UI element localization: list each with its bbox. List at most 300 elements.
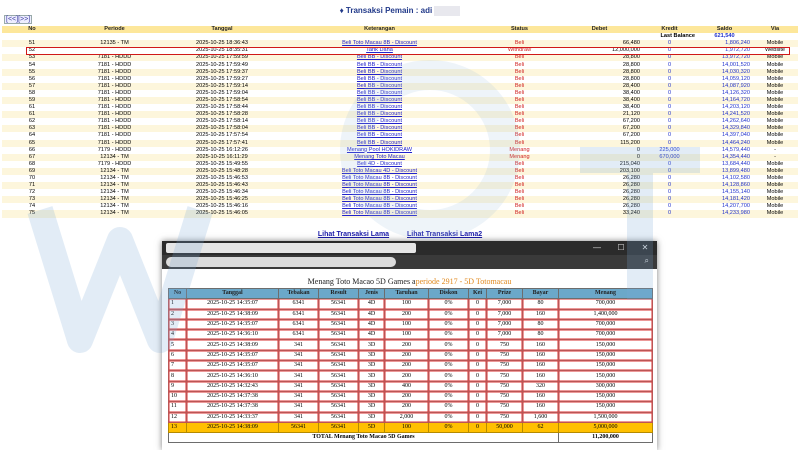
winnings-cell: 1,500,000 xyxy=(559,412,653,422)
winnings-cell: 56341 xyxy=(319,309,359,319)
tx-cell: Mobile xyxy=(752,125,798,132)
tx-cell: 0 xyxy=(642,118,697,125)
tx-header-cell: Kredit xyxy=(642,26,697,33)
tx-cell: 64 xyxy=(2,132,62,139)
winnings-cell: 0% xyxy=(429,340,469,350)
tx-cell: 0 xyxy=(642,168,697,175)
winnings-cell: 0 xyxy=(469,361,487,371)
winnings-cell: 0% xyxy=(429,299,469,309)
tx-cell: 0 xyxy=(642,182,697,189)
tx-cell: Beli xyxy=(482,69,557,76)
winnings-cell: 56341 xyxy=(319,361,359,371)
tx-cell: 7181 - HDDD xyxy=(62,125,167,132)
tx-cell: 66 xyxy=(2,147,62,154)
winnings-cell: 150,000 xyxy=(559,361,653,371)
tx-cell: Beli xyxy=(482,61,557,68)
tx-cell: 38,400 xyxy=(557,90,642,97)
old-transactions-link[interactable]: Lihat Transaksi Lama xyxy=(317,231,390,238)
tx-row xyxy=(2,97,798,104)
tx-cell: Mobile xyxy=(752,54,798,61)
tx-cell: Mobile xyxy=(752,189,798,196)
winnings-cell: 750 xyxy=(487,402,523,412)
tx-description-link[interactable]: Menang Toto Macau xyxy=(277,154,482,161)
tx-description-link[interactable]: Beli Toto Macau 8B - Discount xyxy=(277,175,482,182)
tx-cell: Mobile xyxy=(752,40,798,47)
tx-cell: 0 xyxy=(642,54,697,61)
winnings-header-cell: Result xyxy=(319,289,359,299)
winnings-cell: 150,000 xyxy=(559,350,653,360)
tx-cell: 71 xyxy=(2,182,62,189)
tx-cell: 2025-10-25 17:58:28 xyxy=(167,111,277,118)
winnings-row xyxy=(169,350,653,360)
tx-cell: 7181 - HDDD xyxy=(62,90,167,97)
tx-cell: 0 xyxy=(642,210,697,217)
tx-cell: 12134 - TM xyxy=(62,182,167,189)
tx-cell: Mobile xyxy=(752,140,798,147)
tx-header-cell: Status xyxy=(482,26,557,33)
tx-cell: 28,800 xyxy=(557,69,642,76)
tx-cell: 26,280 xyxy=(557,196,642,203)
tx-cell: 12134 - TM xyxy=(62,175,167,182)
tx-cell: 52 xyxy=(2,47,62,54)
winnings-cell: 400 xyxy=(385,381,429,391)
winnings-cell: 0% xyxy=(429,361,469,371)
tx-row xyxy=(2,210,798,217)
winnings-cell: 341 xyxy=(279,350,319,360)
transaction-table xyxy=(2,26,798,218)
old-transactions-2-link[interactable]: Lihat Transaksi Lama2 xyxy=(407,231,483,238)
tx-description-link[interactable]: Beli BB - Discount xyxy=(277,125,482,132)
tx-cell: Beli xyxy=(482,104,557,111)
tx-cell: 7181 - HDDD xyxy=(62,104,167,111)
winnings-cell: 56341 xyxy=(319,391,359,401)
tx-row xyxy=(2,140,798,147)
tx-cell: Mobile xyxy=(752,161,798,168)
tx-cell: 1,972,720 xyxy=(697,47,752,54)
winnings-cell: 300,000 xyxy=(559,381,653,391)
winnings-cell: 0% xyxy=(429,422,469,432)
winnings-cell: 160 xyxy=(523,402,559,412)
winnings-cell: 100 xyxy=(385,319,429,329)
tx-description-link[interactable]: Beli BB - Discount xyxy=(277,69,482,76)
tx-cell: Mobile xyxy=(752,210,798,217)
tx-row xyxy=(2,154,798,161)
tx-cell: 0 xyxy=(557,154,642,161)
tx-description-link[interactable]: Beli BB - Discount xyxy=(277,83,482,90)
tx-cell: 2025-10-25 16:12:26 xyxy=(167,147,277,154)
winnings-cell: 62 xyxy=(523,422,559,432)
tx-description-link[interactable]: Menang Pool HOKIDRAW xyxy=(277,147,482,154)
tx-cell: 14,579,440 xyxy=(697,147,752,154)
tx-description-link[interactable]: Beli BB - Discount xyxy=(277,132,482,139)
tx-cell: 14,102,580 xyxy=(697,175,752,182)
winnings-cell: 8 xyxy=(169,371,187,381)
tx-cell: 2025-10-25 17:57:41 xyxy=(167,140,277,147)
tx-cell: 38,400 xyxy=(557,97,642,104)
winnings-cell: 700,000 xyxy=(559,330,653,340)
pager-links[interactable]: [<<][>>] xyxy=(6,16,31,23)
winnings-cell: 0 xyxy=(469,309,487,319)
tx-cell: 2025-10-25 17:58:04 xyxy=(167,125,277,132)
tx-cell: 14,329,840 xyxy=(697,125,752,132)
winnings-cell: 56341 xyxy=(319,330,359,340)
tx-row xyxy=(2,61,798,68)
winnings-cell: 3D xyxy=(359,350,385,360)
tx-row xyxy=(2,175,798,182)
tx-cell: Mobile xyxy=(752,196,798,203)
tx-cell: 14,181,420 xyxy=(697,196,752,203)
tx-cell: Mobile xyxy=(752,203,798,210)
winnings-cell: 160 xyxy=(523,361,559,371)
tx-header-cell: Via xyxy=(752,26,798,33)
tx-cell: 14,126,320 xyxy=(697,90,752,97)
tx-cell: 12134 - TM xyxy=(62,189,167,196)
tx-row xyxy=(2,203,798,210)
tx-cell: Withdraw xyxy=(482,47,557,54)
winnings-cell: 56341 xyxy=(319,381,359,391)
winnings-cell: 50,000 xyxy=(487,422,523,432)
tx-header-cell: Saldo xyxy=(697,26,752,33)
winnings-cell: 0 xyxy=(469,402,487,412)
winnings-cell: 56341 xyxy=(319,350,359,360)
tx-cell: Beli xyxy=(482,111,557,118)
tx-row xyxy=(2,83,798,90)
tx-cell: 14,464,240 xyxy=(697,140,752,147)
tx-header-cell: No xyxy=(2,26,62,33)
winnings-header-cell: Diskon xyxy=(429,289,469,299)
winnings-cell: 2,000 xyxy=(385,412,429,422)
tx-cell: 2025-10-25 17:58:44 xyxy=(167,104,277,111)
tx-cell: 0 xyxy=(642,140,697,147)
winnings-cell: 80 xyxy=(523,299,559,309)
tx-description-link[interactable]: Beli BB - Discount xyxy=(277,76,482,83)
winnings-cell: 3D xyxy=(359,361,385,371)
winnings-cell: 5D xyxy=(359,422,385,432)
tx-description-link[interactable]: Beli Toto Macau 4D - Discount xyxy=(277,168,482,175)
winnings-cell: 2025-10-25 14:35:07 xyxy=(187,361,279,371)
total-label: TOTAL Menang Toto Macao 5D Games xyxy=(169,433,559,443)
tx-row xyxy=(2,161,798,168)
winnings-cell: 0% xyxy=(429,381,469,391)
game-period-text: periode 2917 - 5D Totomacau xyxy=(415,277,512,286)
winnings-cell: 200 xyxy=(385,371,429,381)
tx-cell: 12134 - TM xyxy=(62,196,167,203)
tx-cell: 53 xyxy=(2,54,62,61)
last-balance-label: Last Balance xyxy=(642,33,697,40)
winnings-cell: 700,000 xyxy=(559,319,653,329)
window-tab[interactable] xyxy=(166,243,416,253)
winnings-cell: 11 xyxy=(169,402,187,412)
history-links xyxy=(0,231,800,238)
tx-cell: Beli xyxy=(482,54,557,61)
winnings-header-cell: Tanggal xyxy=(187,289,279,299)
tx-cell: Menang xyxy=(482,154,557,161)
tx-cell: 12,000,000 xyxy=(557,47,642,54)
tx-row xyxy=(2,40,798,47)
tx-cell: 0 xyxy=(642,125,697,132)
tx-cell: 28,800 xyxy=(557,76,642,83)
winnings-header-cell: Prize xyxy=(487,289,523,299)
tx-cell: 56 xyxy=(2,76,62,83)
winnings-total-row xyxy=(169,433,653,443)
winnings-cell: 750 xyxy=(487,412,523,422)
tx-cell: 69 xyxy=(2,168,62,175)
winnings-cell: 56341 xyxy=(319,422,359,432)
tx-cell: Beli xyxy=(482,175,557,182)
winnings-cell: 1 xyxy=(169,299,187,309)
winnings-cell: 3D xyxy=(359,391,385,401)
tx-cell: Mobile xyxy=(752,61,798,68)
winnings-cell: 6341 xyxy=(279,319,319,329)
tx-cell: 75 xyxy=(2,210,62,217)
winnings-cell: 150,000 xyxy=(559,391,653,401)
winnings-cell: 341 xyxy=(279,340,319,350)
tx-cell: 28,400 xyxy=(557,83,642,90)
tx-cell: 14,262,640 xyxy=(697,118,752,125)
tx-cell: 2025-10-25 15:49:55 xyxy=(167,161,277,168)
close-icon[interactable]: ✕ xyxy=(641,243,649,252)
title-prefix: Transaksi xyxy=(345,6,383,16)
tx-cell: 12134 - TM xyxy=(62,154,167,161)
tx-cell: 7181 - HDDD xyxy=(62,132,167,139)
tx-cell: 72 xyxy=(2,189,62,196)
tx-description-link[interactable]: Beli BB - Discount xyxy=(277,111,482,118)
tx-row xyxy=(2,125,798,132)
tx-cell: 2025-10-25 18:35:31 xyxy=(167,47,277,54)
winnings-row xyxy=(169,361,653,371)
tx-cell: 7181 - HDDD xyxy=(62,140,167,147)
tx-cell: 58 xyxy=(2,90,62,97)
tx-cell: 225,000 xyxy=(642,147,697,154)
winnings-header-row xyxy=(169,289,653,299)
winnings-cell: 56341 xyxy=(319,412,359,422)
winnings-cell: 56341 xyxy=(319,402,359,412)
tx-description-link[interactable]: Beli Toto Macau 8B - Discount xyxy=(277,40,482,47)
winnings-cell: 341 xyxy=(279,381,319,391)
tx-description-link[interactable]: Beli Toto Macau 8B - Discount xyxy=(277,182,482,189)
winnings-cell: 6 xyxy=(169,350,187,360)
tx-cell: 7181 - HDDD xyxy=(62,83,167,90)
tx-row xyxy=(2,132,798,139)
winnings-cell: 2 xyxy=(169,309,187,319)
winnings-cell: 0% xyxy=(429,412,469,422)
winnings-cell: 0% xyxy=(429,330,469,340)
tx-cell: 7181 - HDDD xyxy=(62,111,167,118)
tx-cell: 7181 - HDDD xyxy=(62,118,167,125)
winnings-cell: 2025-10-25 14:33:37 xyxy=(187,412,279,422)
tx-cell: 2025-10-25 15:48:28 xyxy=(167,168,277,175)
winnings-row xyxy=(169,340,653,350)
tx-cell: 67,200 xyxy=(557,125,642,132)
tx-cell: - xyxy=(752,147,798,154)
winnings-cell: 2025-10-25 14:35:07 xyxy=(187,299,279,309)
tx-row xyxy=(2,69,798,76)
tx-cell: 21,120 xyxy=(557,111,642,118)
winnings-header-cell: No xyxy=(169,289,187,299)
tx-cell: Beli xyxy=(482,40,557,47)
tx-cell: 12134 - TM xyxy=(62,203,167,210)
tx-cell: 2025-10-25 15:46:05 xyxy=(167,210,277,217)
tx-cell: 33,240 xyxy=(557,210,642,217)
winnings-cell: 0 xyxy=(469,299,487,309)
tx-cell: 73 xyxy=(2,196,62,203)
maximize-icon[interactable]: ☐ xyxy=(617,243,625,252)
tx-row xyxy=(2,182,798,189)
tx-cell: 0 xyxy=(642,161,697,168)
tx-description-link[interactable]: Beli BB - Discount xyxy=(277,97,482,104)
winnings-cell: 2025-10-25 14:38:09 xyxy=(187,340,279,350)
winnings-cell: 6341 xyxy=(279,309,319,319)
winnings-cell: 80 xyxy=(523,319,559,329)
tx-header-cell: Debet xyxy=(557,26,642,33)
tx-cell xyxy=(62,47,167,54)
tx-description-link[interactable]: Beli BB - Discount xyxy=(277,140,482,147)
tx-description-link[interactable]: Beli Toto Macau 8B - Discount xyxy=(277,203,482,210)
tx-cell: 63 xyxy=(2,125,62,132)
tx-cell: 68 xyxy=(2,161,62,168)
winnings-cell: 2025-10-25 14:37:38 xyxy=(187,402,279,412)
tx-cell: 66,480 xyxy=(557,40,642,47)
tx-cell: 7179 - HDDD xyxy=(62,161,167,168)
winnings-cell: 750 xyxy=(487,371,523,381)
tx-description-link[interactable]: Beli Toto Macau 8B - Discount xyxy=(277,210,482,217)
tx-cell: Beli xyxy=(482,168,557,175)
winnings-cell: 12 xyxy=(169,412,187,422)
tx-cell: 74 xyxy=(2,203,62,210)
player-label: Pemain : adi xyxy=(385,6,433,16)
winnings-cell: 160 xyxy=(523,340,559,350)
winnings-cell: 10 xyxy=(169,391,187,401)
tx-cell: 2025-10-25 15:46:16 xyxy=(167,203,277,210)
tx-cell: 14,397,040 xyxy=(697,132,752,139)
tx-description-link[interactable]: Beli BB - Discount xyxy=(277,90,482,97)
last-balance-row xyxy=(2,33,798,40)
winnings-cell: 5,000,000 xyxy=(559,422,653,432)
tx-cell: 2025-10-25 17:58:14 xyxy=(167,118,277,125)
tx-cell: 0 xyxy=(642,76,697,83)
winnings-header-cell: Bayar xyxy=(523,289,559,299)
tx-cell: 2025-10-25 17:59:27 xyxy=(167,76,277,83)
winnings-cell: 341 xyxy=(279,412,319,422)
tx-description-link[interactable]: Beli BB - Discount xyxy=(277,118,482,125)
tx-cell: 12134 - TM xyxy=(62,210,167,217)
winnings-cell: 0 xyxy=(469,340,487,350)
winnings-cell: 0 xyxy=(469,391,487,401)
winnings-header-cell: Kei xyxy=(469,289,487,299)
tx-cell: 55 xyxy=(2,69,62,76)
tx-row xyxy=(2,47,798,54)
winnings-cell: 7,000 xyxy=(487,319,523,329)
tx-cell: 14,155,140 xyxy=(697,189,752,196)
tx-cell: 26,280 xyxy=(557,182,642,189)
tx-cell: Beli xyxy=(482,76,557,83)
winnings-row xyxy=(169,402,653,412)
winnings-cell: 200 xyxy=(385,402,429,412)
winnings-row xyxy=(169,371,653,381)
winnings-cell: 3D xyxy=(359,381,385,391)
winnings-cell: 150,000 xyxy=(559,371,653,381)
window-content xyxy=(162,269,657,450)
popup-window xyxy=(162,241,657,450)
winnings-cell: 4D xyxy=(359,299,385,309)
tx-cell: 0 xyxy=(642,47,697,54)
tx-cell: 14,030,320 xyxy=(697,69,752,76)
winnings-row xyxy=(169,309,653,319)
winnings-cell: 1,400,000 xyxy=(559,309,653,319)
address-bar[interactable] xyxy=(166,257,396,267)
tx-cell: 38,400 xyxy=(557,104,642,111)
tx-cell: 0 xyxy=(642,111,697,118)
tx-description-link[interactable]: Beli 4D - Discount xyxy=(277,161,482,168)
winnings-cell: 2025-10-25 14:36:10 xyxy=(187,330,279,340)
tx-cell: Mobile xyxy=(752,182,798,189)
tx-description-link[interactable]: Beli BB - Discount xyxy=(277,54,482,61)
tx-cell: 0 xyxy=(642,189,697,196)
winnings-header-cell: Taruhan xyxy=(385,289,429,299)
tx-cell: 14,203,120 xyxy=(697,104,752,111)
tx-cell: 12134 - TM xyxy=(62,168,167,175)
tx-cell: 51 xyxy=(2,40,62,47)
winnings-cell: 160 xyxy=(523,309,559,319)
winnings-cell: 0% xyxy=(429,391,469,401)
search-icon[interactable]: ⌕ xyxy=(644,256,649,265)
tx-cell: 14,059,120 xyxy=(697,76,752,83)
tx-cell: 26,280 xyxy=(557,203,642,210)
winnings-header-cell: Menang xyxy=(559,289,653,299)
minimize-icon[interactable]: — xyxy=(593,243,601,252)
winnings-cell: 100 xyxy=(385,330,429,340)
tx-description-link[interactable]: Beli Toto Macau 8B - Discount xyxy=(277,189,482,196)
winnings-cell: 9 xyxy=(169,381,187,391)
winnings-cell: 0% xyxy=(429,309,469,319)
tx-cell: 0 xyxy=(642,132,697,139)
winnings-cell: 3D xyxy=(359,340,385,350)
tx-cell: Beli xyxy=(482,132,557,139)
tx-cell: Beli xyxy=(482,90,557,97)
tx-cell: Mobile xyxy=(752,118,798,125)
tx-description-link[interactable]: Beli BB - Discount xyxy=(277,104,482,111)
tx-cell: 7181 - HDDD xyxy=(62,97,167,104)
tx-header-cell: Keterangan xyxy=(277,26,482,33)
player-name-mask xyxy=(434,6,460,16)
winnings-row xyxy=(169,412,653,422)
tx-cell: 0 xyxy=(642,61,697,68)
winnings-cell: 80 xyxy=(523,330,559,340)
tx-cell: 2025-10-25 17:57:54 xyxy=(167,132,277,139)
tx-cell: Beli xyxy=(482,203,557,210)
tx-cell: 0 xyxy=(642,90,697,97)
winnings-row xyxy=(169,330,653,340)
tx-cell: 2025-10-25 17:59:59 xyxy=(167,54,277,61)
tx-description-link[interactable]: Beli BB - Discount xyxy=(277,61,482,68)
winnings-cell: 0% xyxy=(429,402,469,412)
winnings-cell: 56341 xyxy=(319,319,359,329)
tx-row xyxy=(2,118,798,125)
tx-cell: Beli xyxy=(482,161,557,168)
tx-cell: 62 xyxy=(2,118,62,125)
tx-description-link[interactable]: Tarik Dana xyxy=(277,47,482,54)
tx-cell: 28,800 xyxy=(557,54,642,61)
winnings-cell: 7 xyxy=(169,361,187,371)
tx-cell: 670,000 xyxy=(642,154,697,161)
tx-cell: 0 xyxy=(557,147,642,154)
last-balance-value: 621,540 xyxy=(697,33,752,40)
tx-cell: 115,200 xyxy=(557,140,642,147)
tx-cell: Mobile xyxy=(752,175,798,182)
tx-cell: Beli xyxy=(482,97,557,104)
pager-nav[interactable] xyxy=(4,16,32,23)
tx-description-link[interactable]: Beli Toto Macau 8B - Discount xyxy=(277,196,482,203)
